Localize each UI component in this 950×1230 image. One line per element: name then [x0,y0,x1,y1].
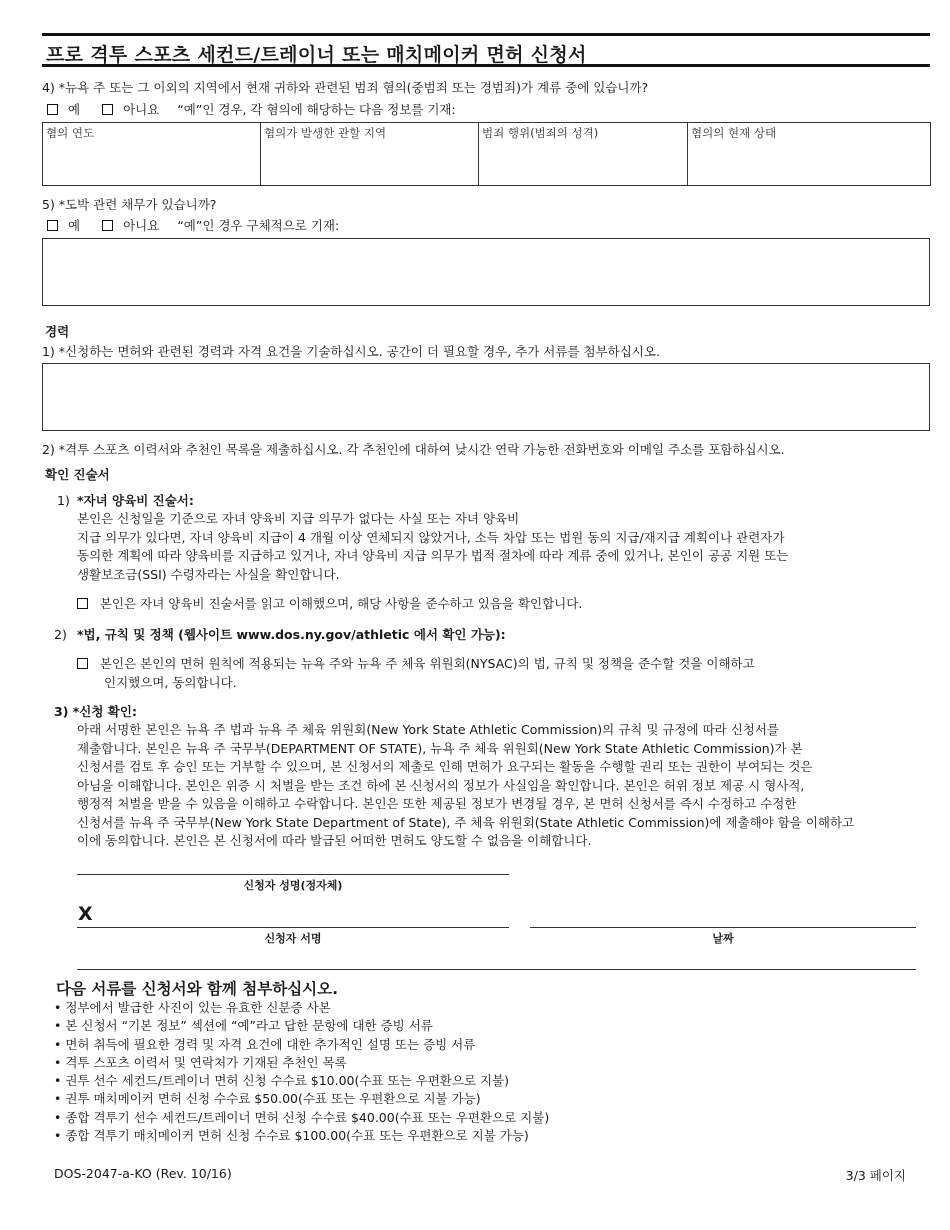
child-support-line: 생활보조금(SSI) 수령자라는 사실을 확인합니다. [77,566,340,582]
date-field[interactable] [530,927,916,928]
q4-col-offense[interactable]: 범죄 행위(범죄의 성격) [479,123,688,186]
affirmation-item2-title: *법, 규칙 및 정책 (웹사이트 www.dos.ny.gov/athletic 에서 확인 가능): [77,627,506,642]
q4-col-jurisdiction[interactable]: 혐의가 발생한 관할 지역 [261,123,479,186]
q5-yes-label: 예 [68,218,81,233]
attachment-item: • 종합 격투기 선수 세컨드/트레이너 면허 신청 수수료 $40.00(수표 또는 우편환으로 지불) [54,1109,549,1127]
q4-question: 4) *뉴욕 주 또는 그 이외의 지역에서 현재 귀하와 관련된 범죄 혐의(중범죄 또는 경범죄)가 계류 중에 있습니까? [42,80,649,95]
child-support-confirm-row [77,595,582,613]
laws-confirm-line: 본인은 본인의 면허 원칙에 적용되는 뉴욕 주와 뉴욕 주 체육 위원회(NYSAC)의 법, 규칙 및 정책을 준수할 것을 이해하고 [99,656,755,671]
affirmation-line: 신청서를 검토 후 승인 또는 거부할 수 있으며, 본 신청서의 제출로 인해 면허가 요구되는 활동을 수행할 권리 또는 권한이 부여되는 것은 [77,759,813,774]
q4-col-status[interactable]: 혐의의 현재 상태 [688,123,931,186]
child-support-confirm-text: 본인은 자녀 양육비 진술서를 읽고 이해했으며, 해당 사항을 준수하고 있음을 확인합니다. [99,596,583,611]
affirmation-item1-title: *자녀 양육비 진술서: [77,493,194,508]
affirmation-item3-title: 3) *신청 확인: [54,704,137,719]
applicant-signature-label: 신청자 서명 [264,932,322,945]
applicant-signature-field[interactable] [77,927,509,928]
page-title: 프로 격투 스포츠 세컨드/트레이너 또는 매치메이커 면허 신청서 [46,44,587,66]
laws-confirm-line: 인지했으며, 동의합니다. [104,674,237,690]
q4-no-label: 아니요 [123,102,160,117]
affirmation-line: 제출합니다. 본인은 뉴욕 주 국무부(DEPARTMENT OF STATE), 뉴욕 주 체육 위원회(New York State Athletic Commission)가 본 [77,740,803,756]
page-number: 3/3 페이지 [845,1168,906,1183]
q5-yes-checkbox[interactable] [47,220,58,231]
experience-details-box[interactable] [42,363,930,431]
q5-options [47,217,339,235]
laws-checkbox[interactable] [77,658,88,669]
q4-charges-table [42,122,931,186]
child-support-checkbox[interactable] [77,598,88,609]
affirmation-item1-number: 1) [57,493,70,508]
applicant-name-label: 신청자 성명(정자체) [243,879,343,892]
attachment-item: • 정부에서 발급한 사진이 있는 유효한 신분증 사본 [54,999,549,1017]
attachments-list [54,999,549,1145]
signature-x-mark: X [78,903,93,925]
attachments-heading: 다음 서류를 신청서와 함께 첨부하십시오. [56,980,339,998]
affirmation-line: 신청서를 뉴욕 주 국무부(New York State Department of State), 주 체육 위원회(State Athletic Commission)에 제출해야 함을 이해하고 [77,814,855,830]
q5-no-checkbox[interactable] [102,220,113,231]
applicant-name-field[interactable] [77,874,509,875]
attachment-item: • 권투 선수 세컨드/트레이너 면허 신청 수수료 $10.00(수표 또는 우편환으로 지불) [54,1072,549,1090]
q5-question: 5) *도박 관련 채무가 있습니까? [42,197,217,212]
child-support-statement [77,510,788,584]
q5-instruction: “예”인 경우 구체적으로 기재: [177,218,340,233]
laws-confirm-row [77,655,755,692]
experience-heading: 경력 [45,324,70,339]
attachment-item: • 종합 격투기 매치메이커 면허 신청 수수료 $100.00(수표 또는 우편환으로 지불 가능) [54,1127,549,1145]
title-bar [42,33,930,67]
affirmation-line: 아래 서명한 본인은 뉴욕 주 법과 뉴욕 주 체육 위원회(New York State Athletic Commission)의 규칙 및 규정에 따라 신청서를 [77,722,780,737]
affirmation-item2-number: 2) [54,627,67,642]
affirmation-line: 이에 동의합니다. 본인은 본 신청서에 따라 발급된 어떠한 면허도 양도할 수 없음을 이해합니다. [77,833,592,848]
q4-instruction: “예”인 경우, 각 혐의에 해당하는 다음 정보를 기재: [177,102,456,117]
child-support-line: 동의한 계획에 따라 양육비를 지급하고 있거나, 자녀 양육비 지급 의무가 법적 절차에 따라 계류 중에 있거나, 본인이 공공 지원 또는 [77,548,789,563]
attachment-item: • 격투 스포츠 이력서 및 연락처가 기재된 추천인 목록 [54,1054,549,1072]
child-support-line: 지급 의무가 있다면, 자녀 양육비 지급이 4 개월 이상 연체되지 않았거나, 소득 차압 또는 법원 동의 지급/재지급 계획이나 관련자가 [77,529,785,545]
experience-q2: 2) *격투 스포츠 이력서와 추천인 목록을 제출하십시오. 각 추천인에 대하여 낮시간 연락 가능한 전화번호와 이메일 주소를 포함하십시오. [42,442,785,457]
q5-details-box[interactable] [42,238,930,306]
q4-no-checkbox[interactable] [102,104,113,115]
affirmation-line: 행정적 처벌을 받을 수 있음을 이해하고 수락합니다. 본인은 또한 제공된 정보가 변경될 경우, 본 면허 신청서를 즉시 수정하고 수정한 [77,796,797,811]
affirmation-line: 아님을 이해합니다. 본인은 위증 시 처벌을 받는 조건 하에 본 신청서의 정보가 사실임을 확인합니다. 본인은 허위 정보 제공 시 형사적, [77,777,805,793]
attachment-item: • 본 신청서 “기본 정보” 섹션에 “예”라고 답한 문항에 대한 증빙 서류 [54,1017,549,1035]
experience-q1: 1) *신청하는 면허와 관련된 경력과 자격 요건을 기술하십시오. 공간이 더 필요할 경우, 추가 서류를 첨부하십시오. [42,344,660,359]
q5-no-label: 아니요 [123,218,160,233]
q4-yes-checkbox[interactable] [47,104,58,115]
q4-col-year[interactable]: 혐의 연도 [43,123,261,186]
form-id: DOS-2047-a-KO (Rev. 10/16) [54,1166,232,1181]
date-label: 날짜 [712,932,734,945]
child-support-line: 본인은 신청일을 기준으로 자녀 양육비 지급 의무가 없다는 사실 또는 자녀 양육비 [77,511,520,526]
attachment-item: • 면허 취득에 필요한 경력 및 자격 요건에 대한 추가적인 설명 또는 증빙 서류 [54,1036,549,1054]
attachments-divider [77,969,916,970]
q4-yes-label: 예 [68,102,81,117]
affirmation-heading: 확인 진술서 [45,467,110,482]
application-affirmation [77,721,854,851]
q4-options [47,101,456,119]
attachment-item: • 권투 매치메이커 면허 신청 수수료 $50.00(수표 또는 우편환으로 지불 가능) [54,1090,549,1108]
